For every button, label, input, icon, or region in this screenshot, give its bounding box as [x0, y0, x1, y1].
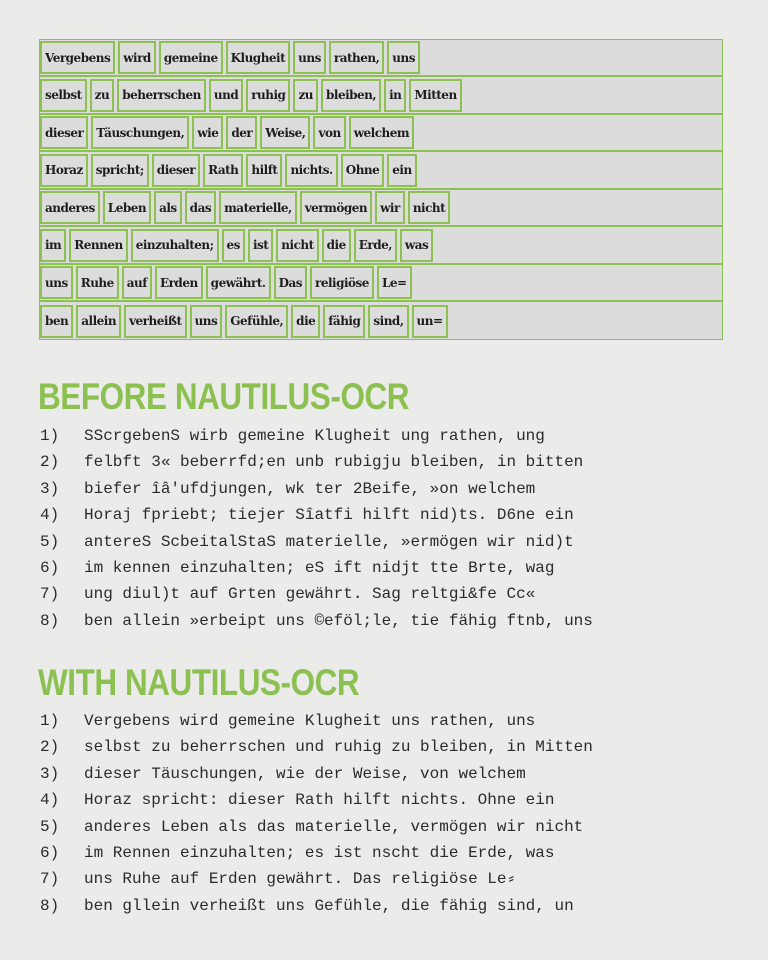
- scan-line: [40, 115, 722, 152]
- ocr-line: [40, 502, 593, 528]
- ocr-word-box: sind,: [368, 305, 408, 338]
- ocr-word-box: zu: [293, 79, 318, 112]
- line-number: 8): [40, 611, 60, 630]
- ocr-line: [40, 449, 593, 475]
- ocr-line: [40, 529, 593, 555]
- scan-line: [40, 265, 722, 302]
- scan-line: [40, 40, 722, 77]
- ocr-word-box: wie: [192, 116, 223, 149]
- ocr-word-box: in: [384, 79, 406, 112]
- ocr-word-box: es: [222, 229, 245, 262]
- ocr-word-box: wir: [375, 191, 405, 224]
- ocr-word-box: dieser: [40, 116, 88, 149]
- ocr-word-box: ein: [387, 154, 416, 187]
- ocr-word-box: materielle,: [219, 191, 297, 224]
- ocr-word-box: un=: [412, 305, 448, 338]
- ocr-word-box: nicht: [276, 229, 318, 262]
- ocr-word-box: ruhig: [246, 79, 290, 112]
- line-text: antereS ScbeitalStaS materielle, »ermögen wir nid)t: [84, 532, 574, 551]
- scanned-text-image: [39, 39, 723, 340]
- ocr-line: [40, 555, 593, 581]
- ocr-word-box: verheißt: [124, 305, 187, 338]
- line-number: 6): [40, 843, 60, 862]
- ocr-line: [40, 787, 593, 813]
- line-text: ben gllein verheißt uns Gefühle, die fähig sind, un: [84, 896, 574, 915]
- ocr-word-box: ben: [40, 305, 73, 338]
- line-text: uns Ruhe auf Erden gewährt. Das religiöse Le⸗: [84, 870, 517, 889]
- ocr-word-box: nicht: [408, 191, 450, 224]
- line-number: 7): [40, 870, 60, 889]
- ocr-word-box: einzuhalten;: [131, 229, 219, 262]
- after-title: WITH NAUTILUS-OCR: [38, 662, 360, 703]
- ocr-word-box: Weise,: [260, 116, 310, 149]
- line-text: im Rennen einzuhalten; es ist nscht die Erde, was: [84, 843, 555, 862]
- ocr-word-box: der: [226, 116, 257, 149]
- ocr-line: [40, 581, 593, 607]
- line-number: 6): [40, 558, 60, 577]
- ocr-line: [40, 476, 593, 502]
- ocr-word-box: allein: [76, 305, 121, 338]
- ocr-word-box: Das: [274, 266, 307, 299]
- ocr-word-box: Vergebens: [40, 41, 115, 74]
- ocr-word-box: uns: [387, 41, 420, 74]
- ocr-line: [40, 814, 593, 840]
- ocr-word-box: hilft: [246, 154, 282, 187]
- ocr-word-box: anderes: [40, 191, 100, 224]
- ocr-word-box: Rennen: [69, 229, 127, 262]
- ocr-word-box: Erden: [155, 266, 203, 299]
- ocr-word-box: Erde,: [354, 229, 397, 262]
- ocr-line: [40, 423, 593, 449]
- before-title: BEFORE NAUTILUS-OCR: [38, 376, 410, 417]
- line-number: 2): [40, 738, 60, 757]
- ocr-word-box: Le=: [377, 266, 412, 299]
- ocr-word-box: spricht;: [91, 154, 149, 187]
- ocr-word-box: wird: [118, 41, 156, 74]
- before-ocr-lines: [40, 423, 593, 634]
- ocr-word-box: im: [40, 229, 66, 262]
- ocr-word-box: von: [313, 116, 345, 149]
- line-text: im kennen einzuhalten; eS ift nidjt tte Brte, wag: [84, 558, 555, 577]
- ocr-word-box: rathen,: [329, 41, 384, 74]
- ocr-word-box: und: [209, 79, 243, 112]
- line-text: selbst zu beherrschen und ruhig zu bleiben, in Mitten: [84, 738, 593, 757]
- scan-line: [40, 190, 722, 227]
- line-text: ung diul)t auf Grten gewährt. Sag reltgi&fe Cc«: [84, 585, 536, 604]
- line-text: ben allein »erbeipt uns ©eföl;le, tie fähig ftnb, uns: [84, 611, 593, 630]
- ocr-line: [40, 761, 593, 787]
- line-number: 2): [40, 453, 60, 472]
- line-number: 3): [40, 764, 60, 783]
- ocr-word-box: welchem: [349, 116, 414, 149]
- ocr-line: [40, 866, 593, 892]
- ocr-word-box: selbst: [40, 79, 87, 112]
- ocr-word-box: gemeine: [159, 41, 223, 74]
- line-text: biefer îâ'ufdjungen, wk ter 2Beife, »on welchem: [84, 479, 536, 498]
- ocr-word-box: religiöse: [310, 266, 374, 299]
- scan-line: [40, 303, 722, 340]
- line-number: 1): [40, 712, 60, 730]
- ocr-word-box: Horaz: [40, 154, 88, 187]
- ocr-line: [40, 734, 593, 760]
- line-text: Horaz spricht: dieser Rath hilft nichts. Ohne ein: [84, 791, 555, 810]
- ocr-word-box: Mitten: [409, 79, 461, 112]
- ocr-word-box: das: [185, 191, 216, 224]
- ocr-line: [40, 708, 593, 734]
- ocr-word-box: dieser: [152, 154, 200, 187]
- scan-line: [40, 153, 722, 190]
- ocr-word-box: zu: [90, 79, 115, 112]
- ocr-word-box: nichts.: [285, 154, 337, 187]
- line-text: Vergebens wird gemeine Klugheit uns rathen, uns: [84, 712, 536, 730]
- line-number: 5): [40, 817, 60, 836]
- ocr-word-box: vermögen: [300, 191, 372, 224]
- ocr-word-box: Gefühle,: [225, 305, 288, 338]
- ocr-word-box: bleiben,: [321, 79, 381, 112]
- ocr-word-box: gewährt.: [206, 266, 271, 299]
- ocr-word-box: Rath: [203, 154, 243, 187]
- ocr-line: [40, 608, 593, 634]
- after-ocr-lines: [40, 708, 593, 919]
- line-text: Horaj fpriebt; tiejer Sîatfi hilft nid)ts. D6ne ein: [84, 506, 574, 525]
- line-number: 8): [40, 896, 60, 915]
- ocr-word-box: auf: [122, 266, 152, 299]
- ocr-word-box: beherrschen: [117, 79, 206, 112]
- line-number: 4): [40, 791, 60, 810]
- ocr-word-box: Ruhe: [76, 266, 119, 299]
- ocr-word-box: als: [154, 191, 182, 224]
- ocr-word-box: uns: [40, 266, 73, 299]
- scan-line: [40, 78, 722, 115]
- ocr-word-box: Täuschungen,: [91, 116, 189, 149]
- scan-line: [40, 228, 722, 265]
- ocr-line: [40, 840, 593, 866]
- ocr-word-box: Ohne: [341, 154, 385, 187]
- ocr-word-box: fähig: [323, 305, 365, 338]
- line-number: 1): [40, 427, 60, 445]
- ocr-word-box: die: [291, 305, 320, 338]
- line-text: dieser Täuschungen, wie der Weise, von welchem: [84, 764, 526, 783]
- line-number: 5): [40, 532, 60, 551]
- ocr-word-box: die: [322, 229, 351, 262]
- ocr-word-box: was: [400, 229, 433, 262]
- ocr-word-box: uns: [190, 305, 223, 338]
- ocr-word-box: uns: [293, 41, 326, 74]
- line-number: 7): [40, 585, 60, 604]
- ocr-word-box: ist: [248, 229, 273, 262]
- line-number: 4): [40, 506, 60, 525]
- line-number: 3): [40, 479, 60, 498]
- ocr-word-box: Klugheit: [226, 41, 291, 74]
- line-text: felbft 3« beberrfd;en unb rubigju bleiben, in bitten: [84, 453, 584, 472]
- ocr-line: [40, 893, 593, 919]
- line-text: anderes Leben als das materielle, vermögen wir nicht: [84, 817, 584, 836]
- ocr-word-box: Leben: [103, 191, 151, 224]
- line-text: SScrgebenS wirb gemeine Klugheit ung rathen, ung: [84, 427, 545, 445]
